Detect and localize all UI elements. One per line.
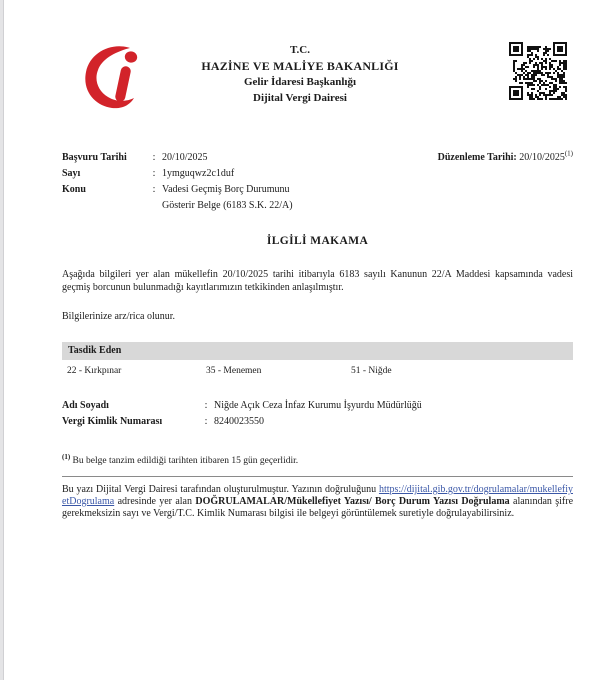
- verification-bold-path: DOĞRULAMALAR/Mükellefiyet Yazısı/ Borç Durum Yazısı Doğrulama: [195, 496, 510, 507]
- colon: :: [152, 152, 156, 163]
- taxpayer-info: [62, 398, 573, 430]
- subject-row: [62, 182, 293, 214]
- qr-code-icon: [509, 42, 567, 100]
- taxpayer-vkn-label: Vergi Kimlik Numarası: [62, 416, 163, 427]
- footnote-reference: (1): [564, 149, 573, 158]
- validity-footnote: [62, 452, 573, 466]
- document-content: [0, 150, 600, 520]
- certifier-item: 35 - Menemen: [206, 366, 262, 376]
- gib-logo-icon: [74, 40, 154, 110]
- application-date-label: Başvuru Tarihi: [62, 152, 127, 163]
- certifier-section-header: Tasdik Eden: [62, 342, 573, 360]
- certifier-list: [62, 366, 573, 376]
- certifier-item: 22 - Kırkpınar: [67, 366, 122, 376]
- certifier-item: 51 - Niğde: [351, 366, 392, 376]
- subject-value-line1: Vadesi Geçmiş Borç Durumunu: [162, 184, 290, 195]
- taxpayer-name-label: Adı Soyadı: [62, 400, 109, 411]
- header-office: Dijital Vergi Dairesi: [253, 92, 347, 104]
- document-number-value: 1ymguqwz2c1duf: [162, 168, 235, 179]
- document-number-row: [62, 166, 293, 182]
- header-tc: T.C.: [290, 44, 310, 56]
- meta-section: [62, 150, 573, 214]
- subject-label: Konu: [62, 184, 86, 195]
- taxpayer-vkn-row: [62, 414, 573, 430]
- verification-text-2: adresinde yer alan: [117, 496, 192, 507]
- body-paragraph: Aşağıda bilgileri yer alan mükellefin 20/10/2025 tarihi itibarıyla 6183 sayılı Kanunun 22/A Maddesi kapsamında vadesi geçmiş borcunun bulunmadığı kayıtlarımızın tetkikinden anlaşılmıştır.: [62, 269, 573, 293]
- colon: :: [152, 184, 156, 195]
- document-header: [0, 38, 600, 138]
- verification-paragraph: [62, 484, 573, 520]
- subject-value: [162, 182, 293, 214]
- issue-date-row: [438, 150, 573, 166]
- header-administration: Gelir İdaresi Başkanlığı: [243, 76, 357, 88]
- validity-footnote-text: Bu belge tanzim edildiği tarihten itibaren 15 gün geçerlidir.: [72, 456, 299, 466]
- document-title: İLGİLİ MAKAMA: [266, 235, 369, 247]
- verification-link[interactable]: https://dijital.gib.gov.tr/dogrulamalar/mukellefiyetDogrulama: [62, 484, 573, 507]
- taxpayer-name-value: Niğde Açık Ceza İnfaz Kurumu İşyurdu Müdürlüğü: [214, 400, 422, 411]
- issue-date-label: Düzenleme Tarihi:: [437, 152, 517, 163]
- document-number-label: Sayı: [62, 168, 81, 179]
- colon: :: [204, 416, 208, 427]
- footnote-reference: (1): [62, 452, 71, 461]
- colon: :: [152, 168, 156, 179]
- verification-text-3: alanından şifre gerekmeksizin sayı ve Vergi/T.C. Kimlik Numarası bilgisi ile belgeyi görüntülemek suretiyle doğrulayabilirsiniz.: [62, 496, 574, 519]
- taxpayer-vkn-value: 8240023550: [214, 416, 264, 427]
- colon: :: [204, 400, 208, 411]
- application-date-value: 20/10/2025: [162, 152, 208, 163]
- verification-text-1: Bu yazı Dijital Vergi Dairesi tarafından oluşturulmuştur. Yazının doğruluğunu: [62, 484, 377, 495]
- closing-line: Bilgilerinize arz/rica olunur.: [62, 311, 176, 322]
- application-date-row: [62, 150, 293, 166]
- subject-value-line2: Gösterir Belge (6183 S.K. 22/A): [162, 200, 293, 211]
- qr-code: [509, 42, 567, 100]
- taxpayer-name-row: [62, 398, 573, 414]
- footer-divider: [62, 476, 573, 477]
- gib-logo: [74, 40, 154, 110]
- issue-date-value: 20/10/2025: [519, 152, 565, 163]
- header-ministry: HAZİNE VE MALİYE BAKANLIĞI: [201, 59, 399, 73]
- meta-table: [62, 150, 293, 214]
